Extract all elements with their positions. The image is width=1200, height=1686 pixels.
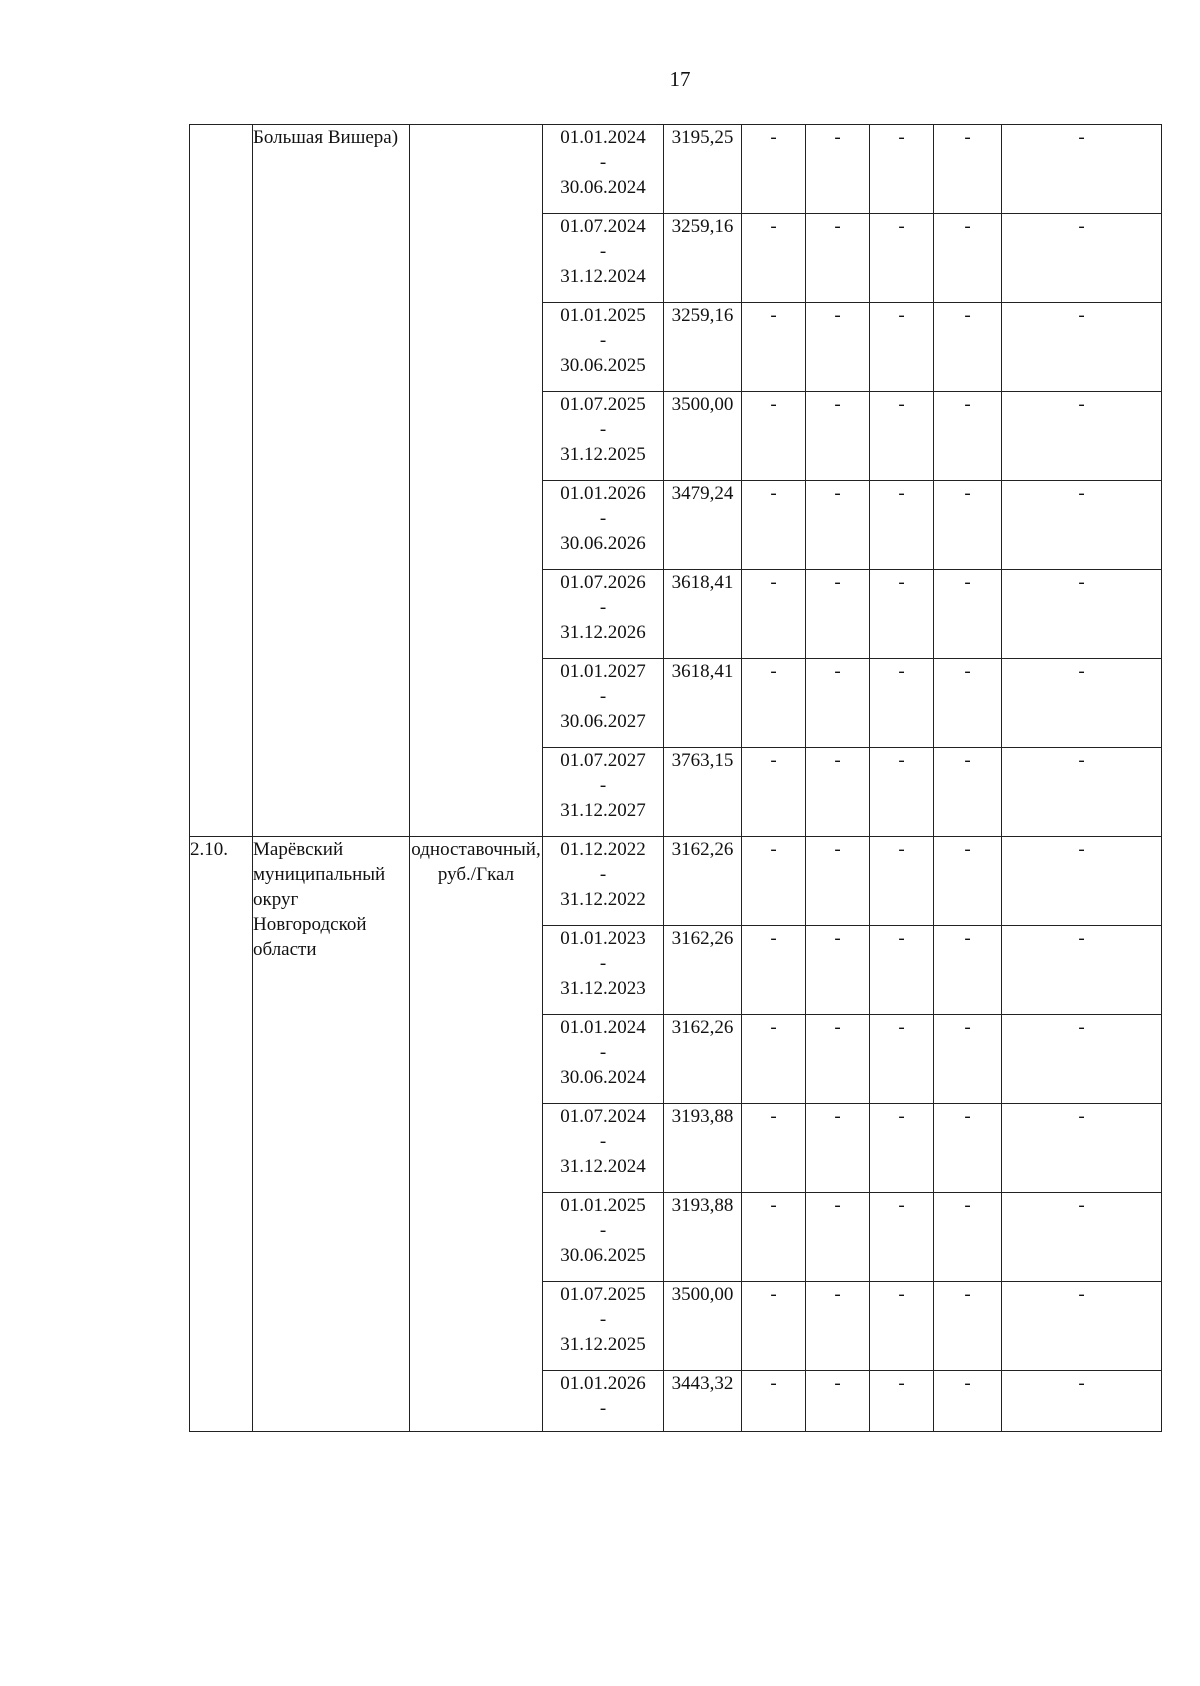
period-start: 01.01.2027: [560, 661, 646, 682]
empty-value-cell: -: [806, 837, 870, 926]
period-end: 30.06.2024: [560, 1067, 646, 1088]
period-start: 01.12.2022: [560, 839, 646, 860]
empty-value-cell: -: [870, 1015, 934, 1104]
period-separator: -: [599, 1220, 607, 1241]
empty-value-cell: -: [742, 1104, 806, 1193]
table-row: [190, 125, 1162, 214]
period-start: 01.07.2024: [560, 1106, 646, 1127]
empty-value-cell: -: [1002, 837, 1162, 926]
empty-value-cell: -: [742, 125, 806, 214]
empty-value-cell: -: [934, 837, 1002, 926]
empty-value-cell: -: [742, 1015, 806, 1104]
empty-value-cell: -: [806, 1015, 870, 1104]
period-start: 01.01.2025: [560, 305, 646, 326]
period-separator: -: [599, 1309, 607, 1330]
period-separator: -: [599, 1131, 607, 1152]
period-end: 30.06.2027: [560, 711, 646, 732]
empty-value-cell: -: [870, 837, 934, 926]
period-separator: -: [599, 953, 607, 974]
period-end: 31.12.2024: [560, 1156, 646, 1177]
period-separator: -: [599, 330, 607, 351]
empty-value-cell: -: [806, 303, 870, 392]
period-start: 01.01.2024: [560, 127, 646, 148]
period-cell: [543, 570, 664, 659]
period-cell: [543, 748, 664, 837]
empty-value-cell: -: [934, 926, 1002, 1015]
period-cell: [543, 926, 664, 1015]
empty-value-cell: -: [934, 570, 1002, 659]
period-start: 01.01.2025: [560, 1195, 646, 1216]
period-start: 01.07.2027: [560, 750, 646, 771]
period-start: 01.01.2024: [560, 1017, 646, 1038]
empty-value-cell: -: [934, 481, 1002, 570]
table-row: [190, 837, 1162, 926]
period-cell: [543, 1104, 664, 1193]
empty-value-cell: -: [1002, 1193, 1162, 1282]
period-cell: [543, 1015, 664, 1104]
empty-value-cell: -: [1002, 748, 1162, 837]
period-cell: [543, 837, 664, 926]
period-separator: -: [599, 1398, 607, 1419]
empty-value-cell: -: [806, 1104, 870, 1193]
tariff-value: 3443,32: [664, 1371, 742, 1432]
tariff-value: 3193,88: [664, 1193, 742, 1282]
empty-value-cell: -: [806, 481, 870, 570]
period-separator: -: [599, 1042, 607, 1063]
period-separator: -: [599, 775, 607, 796]
empty-value-cell: -: [934, 1015, 1002, 1104]
empty-value-cell: -: [934, 303, 1002, 392]
period-cell: [543, 481, 664, 570]
tariff-value: 3500,00: [664, 392, 742, 481]
period-start: 01.07.2026: [560, 572, 646, 593]
empty-value-cell: -: [806, 1282, 870, 1371]
empty-value-cell: -: [870, 926, 934, 1015]
period-start: 01.07.2025: [560, 1284, 646, 1305]
period-separator: -: [599, 419, 607, 440]
empty-value-cell: -: [1002, 659, 1162, 748]
empty-value-cell: -: [742, 837, 806, 926]
page-number: 17: [669, 67, 691, 91]
empty-value-cell: -: [1002, 1282, 1162, 1371]
period-separator: -: [599, 597, 607, 618]
period-end: 30.06.2025: [560, 1245, 646, 1266]
empty-value-cell: -: [806, 570, 870, 659]
empty-value-cell: -: [806, 926, 870, 1015]
empty-value-cell: -: [934, 748, 1002, 837]
period-end: 31.12.2023: [560, 978, 646, 999]
empty-value-cell: -: [806, 659, 870, 748]
tariff-type: [410, 125, 543, 837]
empty-value-cell: -: [870, 659, 934, 748]
tariff-value: 3479,24: [664, 481, 742, 570]
tariff-value: 3763,15: [664, 748, 742, 837]
item-number: 2.10.: [190, 837, 253, 1432]
empty-value-cell: -: [806, 1371, 870, 1432]
period-cell: [543, 1193, 664, 1282]
empty-value-cell: -: [1002, 392, 1162, 481]
empty-value-cell: -: [1002, 1015, 1162, 1104]
tariff-value: 3618,41: [664, 570, 742, 659]
empty-value-cell: -: [934, 125, 1002, 214]
empty-value-cell: -: [870, 303, 934, 392]
empty-value-cell: -: [806, 125, 870, 214]
empty-value-cell: -: [870, 748, 934, 837]
empty-value-cell: -: [806, 748, 870, 837]
empty-value-cell: -: [1002, 125, 1162, 214]
empty-value-cell: -: [934, 1282, 1002, 1371]
empty-value-cell: -: [1002, 1104, 1162, 1193]
period-end: 31.12.2025: [560, 444, 646, 465]
period-end: 31.12.2024: [560, 266, 646, 287]
period-cell: [543, 1282, 664, 1371]
period-end: 31.12.2027: [560, 800, 646, 821]
period-cell: [543, 1371, 664, 1432]
empty-value-cell: -: [870, 1104, 934, 1193]
period-cell: [543, 303, 664, 392]
tariff-value: 3500,00: [664, 1282, 742, 1371]
period-cell: [543, 214, 664, 303]
tariff-value: 3259,16: [664, 214, 742, 303]
tariff-value: 3195,25: [664, 125, 742, 214]
period-separator: -: [599, 508, 607, 529]
period-start: 01.07.2025: [560, 394, 646, 415]
period-separator: -: [599, 241, 607, 262]
period-end: 30.06.2025: [560, 355, 646, 376]
empty-value-cell: -: [870, 1282, 934, 1371]
empty-value-cell: -: [1002, 303, 1162, 392]
empty-value-cell: -: [742, 570, 806, 659]
empty-value-cell: -: [870, 570, 934, 659]
period-end: 30.06.2026: [560, 533, 646, 554]
period-end: 30.06.2024: [560, 177, 646, 198]
empty-value-cell: -: [934, 392, 1002, 481]
empty-value-cell: -: [934, 659, 1002, 748]
empty-value-cell: -: [1002, 214, 1162, 303]
empty-value-cell: -: [742, 303, 806, 392]
period-separator: -: [599, 864, 607, 885]
empty-value-cell: -: [742, 214, 806, 303]
tariff-value: 3162,26: [664, 1015, 742, 1104]
period-start: 01.01.2026: [560, 483, 646, 504]
period-end: 31.12.2022: [560, 889, 646, 910]
empty-value-cell: -: [1002, 1371, 1162, 1432]
empty-value-cell: -: [870, 392, 934, 481]
empty-value-cell: -: [1002, 926, 1162, 1015]
empty-value-cell: -: [742, 1371, 806, 1432]
period-cell: [543, 659, 664, 748]
tariff-value: 3193,88: [664, 1104, 742, 1193]
tariff-value: 3618,41: [664, 659, 742, 748]
empty-value-cell: -: [1002, 570, 1162, 659]
tariff-table-body: [190, 125, 1162, 1432]
tariff-type: одноставочный, руб./Гкал: [410, 837, 543, 1432]
period-cell: [543, 392, 664, 481]
period-end: 31.12.2026: [560, 622, 646, 643]
tariff-table: [189, 124, 1162, 1432]
empty-value-cell: -: [934, 1104, 1002, 1193]
empty-value-cell: -: [806, 214, 870, 303]
municipality-name: Большая Вишера): [253, 125, 410, 837]
empty-value-cell: -: [870, 1193, 934, 1282]
period-separator: -: [599, 686, 607, 707]
item-number: [190, 125, 253, 837]
period-start: 01.01.2023: [560, 928, 646, 949]
empty-value-cell: -: [742, 392, 806, 481]
empty-value-cell: -: [1002, 481, 1162, 570]
period-start: 01.01.2026: [560, 1373, 646, 1394]
empty-value-cell: -: [870, 1371, 934, 1432]
empty-value-cell: -: [742, 926, 806, 1015]
municipality-name: Марёвский муниципальный округ Новгородской области: [253, 837, 410, 1432]
tariff-value: 3259,16: [664, 303, 742, 392]
empty-value-cell: -: [870, 214, 934, 303]
empty-value-cell: -: [742, 481, 806, 570]
empty-value-cell: -: [742, 1282, 806, 1371]
period-end: 31.12.2025: [560, 1334, 646, 1355]
empty-value-cell: -: [742, 1193, 806, 1282]
empty-value-cell: -: [934, 1371, 1002, 1432]
empty-value-cell: -: [742, 748, 806, 837]
empty-value-cell: -: [870, 125, 934, 214]
period-start: 01.07.2024: [560, 216, 646, 237]
period-cell: [543, 125, 664, 214]
tariff-value: 3162,26: [664, 926, 742, 1015]
empty-value-cell: -: [806, 1193, 870, 1282]
empty-value-cell: -: [934, 214, 1002, 303]
empty-value-cell: -: [870, 481, 934, 570]
empty-value-cell: -: [742, 659, 806, 748]
empty-value-cell: -: [806, 392, 870, 481]
tariff-value: 3162,26: [664, 837, 742, 926]
period-separator: -: [599, 152, 607, 173]
empty-value-cell: -: [934, 1193, 1002, 1282]
